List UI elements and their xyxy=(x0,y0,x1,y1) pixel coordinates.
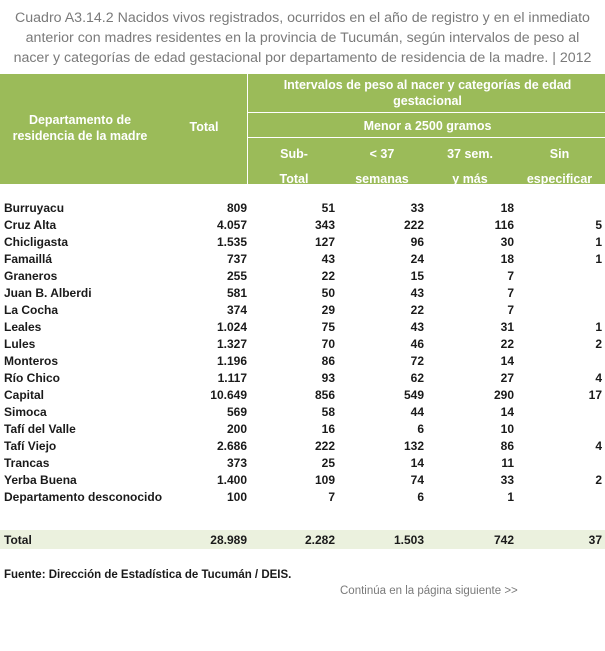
row-department: Simoca xyxy=(4,405,47,419)
row-sin: 2 xyxy=(595,473,602,487)
row-sin: 1 xyxy=(595,252,602,266)
row-lt37: 22 xyxy=(410,303,424,317)
row-sin: 5 xyxy=(595,218,602,232)
row-total: 809 xyxy=(226,201,247,215)
row-total: 200 xyxy=(226,422,247,436)
row-department: Cruz Alta xyxy=(4,218,57,232)
header-department: Departamento de residencia de la madre xyxy=(12,113,148,143)
header-col-37: 37 sem. y más xyxy=(447,147,493,186)
row-subtotal: 93 xyxy=(321,371,335,385)
row-total: 569 xyxy=(226,405,247,419)
row-department: Trancas xyxy=(4,456,50,470)
row-37: 18 xyxy=(500,252,514,266)
row-lt37: 46 xyxy=(410,337,424,351)
row-total: 373 xyxy=(226,456,247,470)
total-lt37: 1.503 xyxy=(393,533,424,547)
row-lt37: 96 xyxy=(410,235,424,249)
row-department: Juan B. Alberdi xyxy=(4,286,92,300)
caption-line-3: nacer y categorías de edad gestacional por departamento de residencia de la madre. | 2012 xyxy=(13,50,592,66)
row-department: Burruyacu xyxy=(4,201,65,215)
table-row xyxy=(0,199,605,216)
header-col-lt37: < 37 semanas xyxy=(355,147,409,186)
row-total: 1.535 xyxy=(216,235,247,249)
row-37: 7 xyxy=(507,286,514,300)
row-department: Graneros xyxy=(4,269,58,283)
table-caption xyxy=(0,8,605,68)
header-group: Intervalos de peso al nacer y categorías de edad gestacional xyxy=(283,78,572,108)
row-37: 30 xyxy=(500,235,514,249)
row-subtotal: 51 xyxy=(321,201,335,215)
row-total: 100 xyxy=(226,490,247,504)
row-subtotal: 70 xyxy=(321,337,335,351)
total-sin: 37 xyxy=(588,533,602,547)
row-department: Leales xyxy=(4,320,42,334)
row-37: 7 xyxy=(507,303,514,317)
table-row xyxy=(0,454,605,471)
table-total-row xyxy=(0,530,605,549)
row-department: Famaillá xyxy=(4,252,53,266)
header-divider xyxy=(247,137,605,138)
row-subtotal: 43 xyxy=(321,252,335,266)
caption-line-1: Cuadro A3.14.2 Nacidos vivos registrados, ocurridos en el año de registro y en el inmediato xyxy=(15,10,590,26)
row-lt37: 43 xyxy=(410,286,424,300)
row-total: 255 xyxy=(226,269,247,283)
total-label: Total xyxy=(4,533,32,547)
row-lt37: 14 xyxy=(410,456,424,470)
row-subtotal: 58 xyxy=(321,405,335,419)
table-row xyxy=(0,301,605,318)
row-37: 14 xyxy=(500,354,514,368)
table-row xyxy=(0,488,605,505)
row-sin: 17 xyxy=(588,388,602,402)
row-lt37: 44 xyxy=(410,405,424,419)
header-total: Total xyxy=(189,120,219,134)
row-department: Departamento desconocido xyxy=(4,490,163,504)
row-37: 14 xyxy=(500,405,514,419)
table-row xyxy=(0,284,605,301)
table-row xyxy=(0,335,605,352)
row-37: 18 xyxy=(500,201,514,215)
row-sin: 1 xyxy=(595,320,602,334)
row-lt37: 6 xyxy=(417,490,424,504)
row-subtotal: 29 xyxy=(321,303,335,317)
row-subtotal: 343 xyxy=(314,218,335,232)
table-row xyxy=(0,318,605,335)
table-body xyxy=(0,199,605,505)
row-37: 31 xyxy=(500,320,514,334)
row-department: Chicligasta xyxy=(4,235,69,249)
caption-line-2: anterior con madres residentes en la provincia de Tucumán, según intervalos de peso al xyxy=(25,30,580,46)
continue-link[interactable]: Continúa en la página siguiente >> xyxy=(340,585,518,597)
total-subtotal: 2.282 xyxy=(304,533,335,547)
row-subtotal: 7 xyxy=(328,490,335,504)
total-37: 742 xyxy=(493,533,514,547)
source-note: Fuente: Dirección de Estadística de Tucumán / DEIS. xyxy=(4,569,292,581)
row-department: La Cocha xyxy=(4,303,59,317)
row-subtotal: 127 xyxy=(314,235,335,249)
row-37: 86 xyxy=(500,439,514,453)
row-lt37: 132 xyxy=(403,439,424,453)
table-row xyxy=(0,386,605,403)
row-total: 10.649 xyxy=(210,388,247,402)
row-37: 116 xyxy=(494,218,514,232)
row-subtotal: 222 xyxy=(314,439,335,453)
row-department: Tafí Viejo xyxy=(4,439,57,453)
row-department: Capital xyxy=(4,388,45,402)
table-row xyxy=(0,233,605,250)
row-lt37: 6 xyxy=(417,422,424,436)
table-row xyxy=(0,267,605,284)
row-sin: 2 xyxy=(595,337,602,351)
header-col-sin: Sin especificar xyxy=(526,147,593,186)
row-sin: 1 xyxy=(595,235,602,249)
row-total: 374 xyxy=(226,303,247,317)
header-divider xyxy=(247,74,248,184)
table-row xyxy=(0,403,605,420)
row-37: 33 xyxy=(500,473,514,487)
row-lt37: 33 xyxy=(410,201,424,215)
row-department: Yerba Buena xyxy=(4,473,77,487)
row-lt37: 549 xyxy=(403,388,424,402)
row-total: 4.057 xyxy=(216,218,247,232)
row-department: Río Chico xyxy=(4,371,60,385)
table-row xyxy=(0,471,605,488)
row-sin: 4 xyxy=(595,439,602,453)
row-lt37: 15 xyxy=(410,269,424,283)
row-lt37: 62 xyxy=(410,371,424,385)
row-lt37: 222 xyxy=(403,218,424,232)
row-subtotal: 50 xyxy=(321,286,335,300)
row-total: 581 xyxy=(226,286,247,300)
table-row xyxy=(0,352,605,369)
row-total: 1.327 xyxy=(216,337,247,351)
header-subgroup: Menor a 2500 gramos xyxy=(363,119,492,133)
row-subtotal: 856 xyxy=(314,388,335,402)
row-lt37: 72 xyxy=(410,354,424,368)
row-department: Lules xyxy=(4,337,36,351)
row-department: Monteros xyxy=(4,354,58,368)
row-total: 1.117 xyxy=(217,371,247,385)
row-total: 737 xyxy=(226,252,247,266)
row-department: Tafí del Valle xyxy=(4,422,76,436)
row-lt37: 43 xyxy=(410,320,424,334)
row-37: 22 xyxy=(500,337,514,351)
table-row xyxy=(0,420,605,437)
row-sin: 4 xyxy=(595,371,602,385)
row-subtotal: 25 xyxy=(321,456,335,470)
header-col-subtotal: Sub- Total xyxy=(279,147,309,186)
row-total: 1.024 xyxy=(216,320,247,334)
row-total: 2.686 xyxy=(216,439,247,453)
table-row xyxy=(0,437,605,454)
row-37: 290 xyxy=(493,388,514,402)
row-37: 27 xyxy=(500,371,514,385)
row-subtotal: 109 xyxy=(314,473,335,487)
total-value: 28.989 xyxy=(210,533,247,547)
row-total: 1.400 xyxy=(216,473,247,487)
header-divider xyxy=(247,112,605,113)
row-subtotal: 86 xyxy=(321,354,335,368)
row-37: 1 xyxy=(507,490,514,504)
row-total: 1.196 xyxy=(216,354,247,368)
row-37: 7 xyxy=(507,269,514,283)
table-row xyxy=(0,369,605,386)
table-row xyxy=(0,216,605,233)
row-subtotal: 75 xyxy=(321,320,335,334)
row-37: 11 xyxy=(501,456,514,470)
row-37: 10 xyxy=(500,422,514,436)
row-lt37: 74 xyxy=(410,473,424,487)
row-subtotal: 22 xyxy=(321,269,335,283)
table-row xyxy=(0,250,605,267)
row-subtotal: 16 xyxy=(321,422,335,436)
row-lt37: 24 xyxy=(410,252,424,266)
